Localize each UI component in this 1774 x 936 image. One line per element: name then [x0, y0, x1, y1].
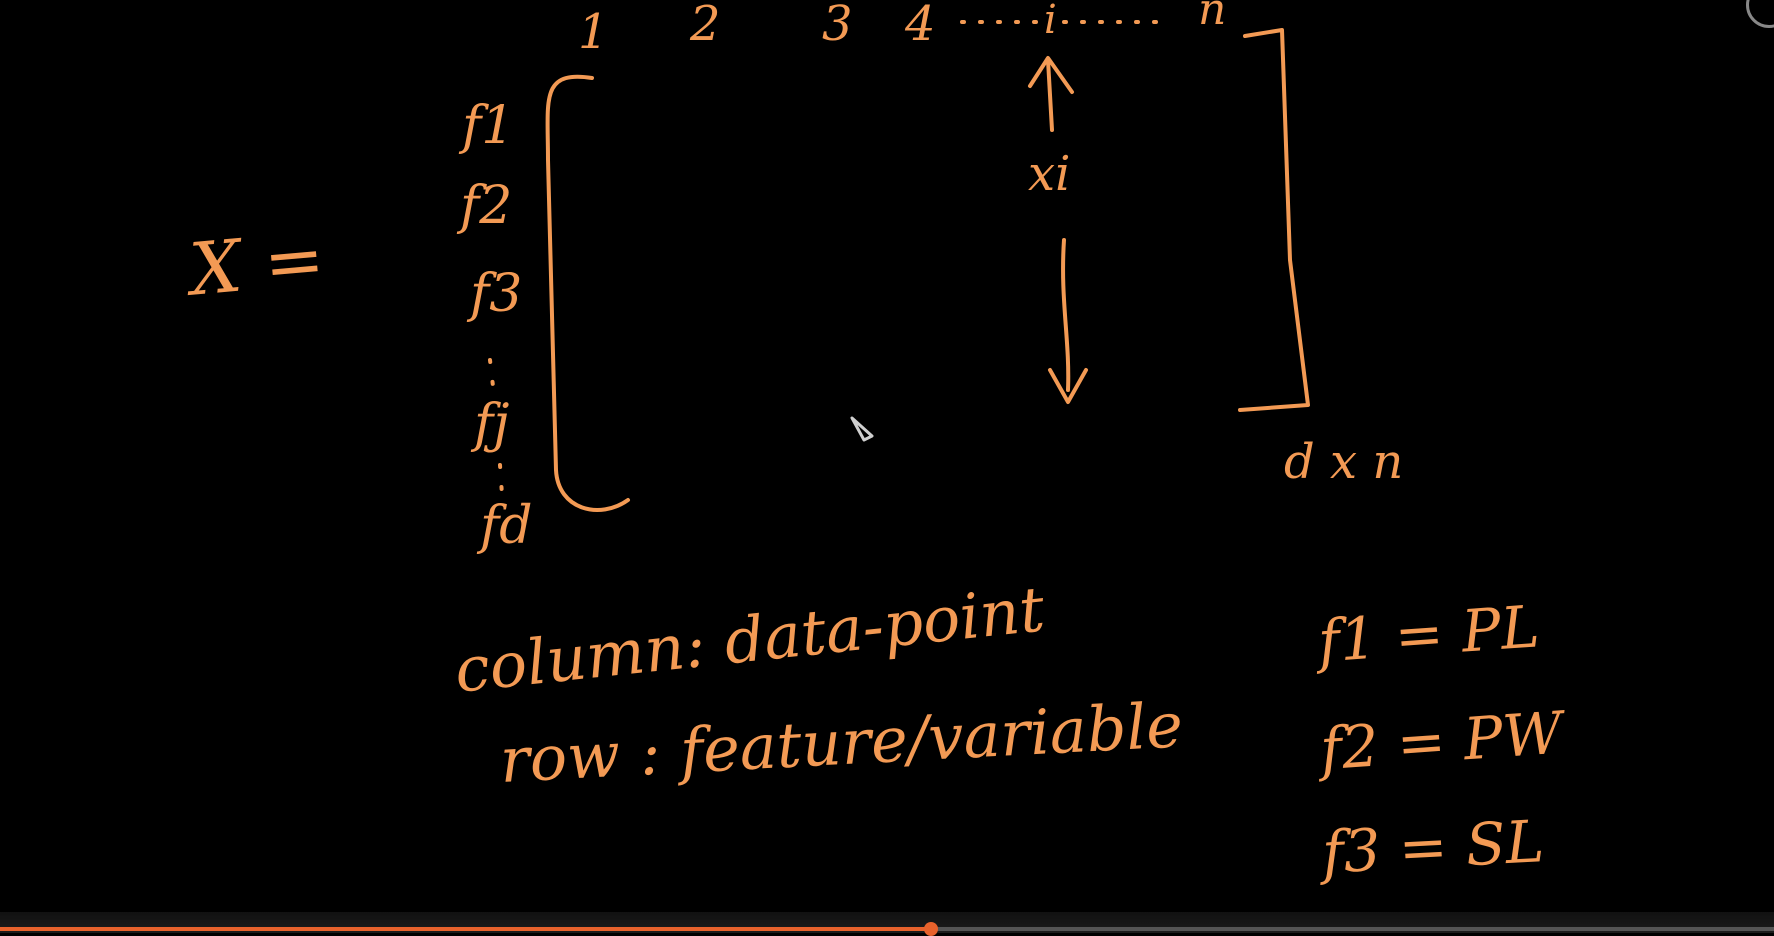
row-label-fd: fd [480, 496, 533, 556]
feature-map-f3-rhs: = SL [1397, 807, 1546, 883]
matrix-right-bracket [1240, 30, 1308, 410]
note-row: row : feature/variable [498, 688, 1185, 797]
column-label-n: n [1198, 0, 1227, 35]
video-progress-fill [0, 927, 931, 931]
video-progress-track[interactable] [0, 927, 1774, 931]
column-label-i: i [1044, 0, 1057, 43]
row-label-f1: f1 [462, 96, 515, 156]
matrix-dimension: d x n [1284, 434, 1404, 490]
feature-map-f2-lhs: f2 [1317, 711, 1381, 784]
column-label-1: 1 [578, 4, 609, 60]
column-down-arrow [1050, 240, 1086, 402]
pen-cursor [852, 418, 872, 440]
row-label-fj: fj [474, 394, 510, 454]
feature-map-f3-lhs: f3 [1320, 815, 1383, 887]
column-up-arrow [1030, 58, 1072, 130]
feature-map-f2 [1317, 698, 1565, 784]
matrix-lhs: X = [186, 216, 328, 312]
feature-map-f3 [1320, 807, 1546, 887]
column-label-4: 4 [905, 0, 936, 52]
note-column: column: data-point [451, 572, 1048, 707]
matrix-left-bracket [548, 77, 628, 510]
feature-map-f2-rhs: = PW [1394, 698, 1565, 779]
column-marker: xi [1028, 146, 1071, 202]
column-label-3: 3 [822, 0, 853, 52]
feature-map-f1-rhs: = PL [1392, 592, 1542, 671]
video-progress-scrubber[interactable] [924, 922, 938, 936]
row-label-f3: f3 [470, 264, 523, 324]
feature-map-f1-lhs: f1 [1315, 603, 1379, 676]
row-label-f2: f2 [460, 176, 513, 236]
feature-map-f1 [1315, 592, 1542, 676]
column-label-2: 2 [690, 0, 721, 52]
